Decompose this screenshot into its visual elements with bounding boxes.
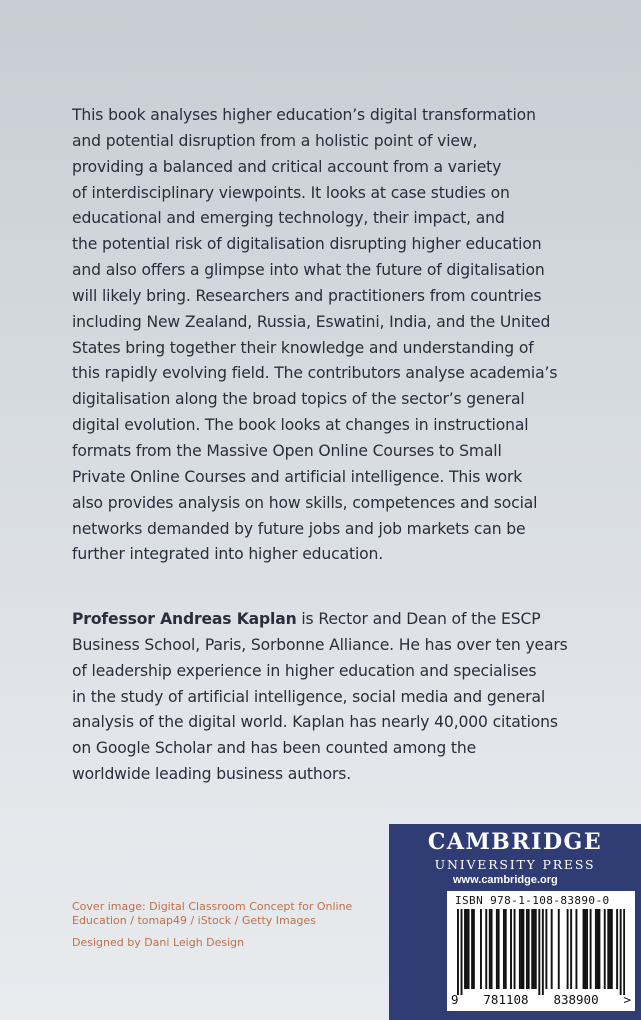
description-line: formats from the Massive Open Online Courses to Small bbox=[72, 441, 502, 460]
barcode-bar bbox=[542, 909, 544, 995]
isbn-label: ISBN 978-1-108-83890-0 bbox=[455, 894, 610, 907]
barcode-bar bbox=[473, 909, 475, 989]
barcode-bar bbox=[609, 909, 611, 989]
barcode-bar bbox=[558, 909, 560, 989]
barcode-bar bbox=[620, 909, 622, 995]
barcode-bar bbox=[491, 909, 493, 989]
publisher-subtitle: UNIVERSITY PRESS bbox=[434, 857, 596, 872]
author-bio bbox=[72, 607, 582, 788]
barcode-bar bbox=[521, 909, 523, 989]
barcode-bar bbox=[519, 909, 521, 989]
author-bio-line: in the study of artificial intelligence, social media and general bbox=[72, 687, 546, 706]
barcode-bar bbox=[604, 909, 606, 989]
publisher-logo-name: CAMBRIDGE bbox=[427, 829, 603, 855]
description-line: providing a balanced and critical account from a variety bbox=[72, 157, 502, 176]
designer-credit: Designed by Dani Leigh Design bbox=[72, 936, 245, 949]
barcode-bar bbox=[503, 909, 505, 989]
publisher-panel bbox=[389, 824, 641, 1020]
barcode-bar bbox=[531, 909, 533, 989]
description-line: digital evolution. The book looks at changes in instructional bbox=[72, 416, 529, 435]
barcode-digits-right: 838900 bbox=[553, 992, 599, 1007]
barcode-bar bbox=[526, 909, 528, 989]
description-line: also provides analysis on how skills, competences and social bbox=[72, 493, 538, 512]
barcode-bar bbox=[485, 909, 487, 989]
barcode-bar bbox=[457, 909, 459, 995]
book-description bbox=[72, 103, 582, 568]
barcode bbox=[447, 891, 635, 1011]
barcode-bar bbox=[590, 909, 592, 989]
description-line: educational and emerging technology, their impact, and bbox=[72, 209, 505, 228]
description-line: States bring together their knowledge and understanding of bbox=[72, 338, 534, 357]
cover-image-credit-2: Education / tomap49 / iStock / Getty Images bbox=[72, 914, 316, 927]
barcode-bar bbox=[510, 909, 512, 989]
barcode-bar bbox=[466, 909, 468, 989]
description-line: this rapidly evolving field. The contributors analyse academia’s bbox=[72, 364, 558, 383]
barcode-bar bbox=[464, 909, 466, 989]
barcode-digits-left: 781108 bbox=[483, 992, 529, 1007]
barcode-bar bbox=[623, 909, 625, 995]
description-line: the potential risk of digitalisation disrupting higher education bbox=[72, 235, 542, 254]
description-line: and potential disruption from a holistic point of view, bbox=[72, 131, 478, 150]
description-line: digitalisation along the broad topics of the sector’s general bbox=[72, 390, 525, 409]
barcode-arrow: > bbox=[623, 992, 631, 1007]
author-bio-text: is Rector and Dean of the ESCP bbox=[296, 610, 541, 628]
barcode-bar bbox=[496, 909, 498, 989]
barcode-bar bbox=[538, 909, 540, 995]
author-bio-line: analysis of the digital world. Kaplan has nearly 40,000 citations bbox=[72, 713, 558, 732]
barcode-bar bbox=[498, 909, 500, 989]
barcode-bar bbox=[575, 909, 577, 989]
barcode-bar bbox=[583, 909, 585, 989]
description-line: of interdisciplinary viewpoints. It looks at case studies on bbox=[72, 183, 510, 202]
barcode-bar bbox=[533, 909, 535, 989]
barcode-bar bbox=[607, 909, 609, 989]
barcode-bar bbox=[570, 909, 572, 989]
barcode-bar bbox=[505, 909, 507, 989]
description-line: This book analyses higher education’s digital transformation bbox=[72, 106, 536, 124]
barcode-bar bbox=[584, 909, 586, 989]
barcode-bar bbox=[528, 909, 530, 989]
barcode-bar bbox=[461, 909, 463, 995]
barcode-bar bbox=[535, 909, 537, 989]
description-line: networks demanded by future jobs and job markets can be bbox=[72, 519, 526, 538]
barcode-bar bbox=[468, 909, 470, 989]
barcode-bar bbox=[595, 909, 597, 989]
barcode-bars-icon bbox=[457, 909, 625, 995]
barcode-digit-first: 9 bbox=[451, 992, 459, 1007]
barcode-bar bbox=[611, 909, 613, 989]
barcode-bar bbox=[489, 909, 491, 989]
cover-credits bbox=[72, 900, 372, 950]
barcode-bar bbox=[586, 909, 588, 989]
barcode-bar bbox=[551, 909, 553, 989]
author-bio-line: on Google Scholar and has been counted among the bbox=[72, 739, 477, 758]
author-bio-line: Business School, Paris, Sorbonne Alliance. He has over ten years bbox=[72, 635, 568, 654]
cover-image-credit-1: Cover image: Digital Classroom Concept for Online bbox=[72, 900, 353, 913]
barcode-bar bbox=[471, 909, 473, 989]
barcode-bar bbox=[545, 909, 547, 989]
barcode-bar bbox=[598, 909, 600, 989]
author-bio-line bbox=[72, 607, 582, 633]
author-bio-line: worldwide leading business authors. bbox=[72, 765, 352, 784]
barcode-bar bbox=[616, 909, 618, 989]
barcode-digits bbox=[447, 992, 635, 1007]
description-line: including New Zealand, Russia, Eswatini, India, and the United bbox=[72, 312, 551, 331]
description-line: further integrated into higher education. bbox=[72, 545, 384, 564]
description-line: Private Online Courses and artificial intelligence. This work bbox=[72, 467, 523, 486]
author-bio-line: of leadership experience in higher education and specialises bbox=[72, 661, 537, 680]
author-name: Professor Andreas Kaplan bbox=[72, 610, 297, 628]
barcode-bar bbox=[567, 909, 569, 989]
description-line: and also offers a glimpse into what the future of digitalisation bbox=[72, 261, 545, 280]
barcode-bar bbox=[522, 909, 524, 989]
barcode-bar bbox=[480, 909, 482, 989]
barcode-bar bbox=[514, 909, 516, 989]
publisher-url: www.cambridge.org bbox=[453, 874, 558, 886]
description-line: will likely bring. Researchers and practitioners from countries bbox=[72, 286, 542, 305]
barcode-bar bbox=[597, 909, 599, 989]
